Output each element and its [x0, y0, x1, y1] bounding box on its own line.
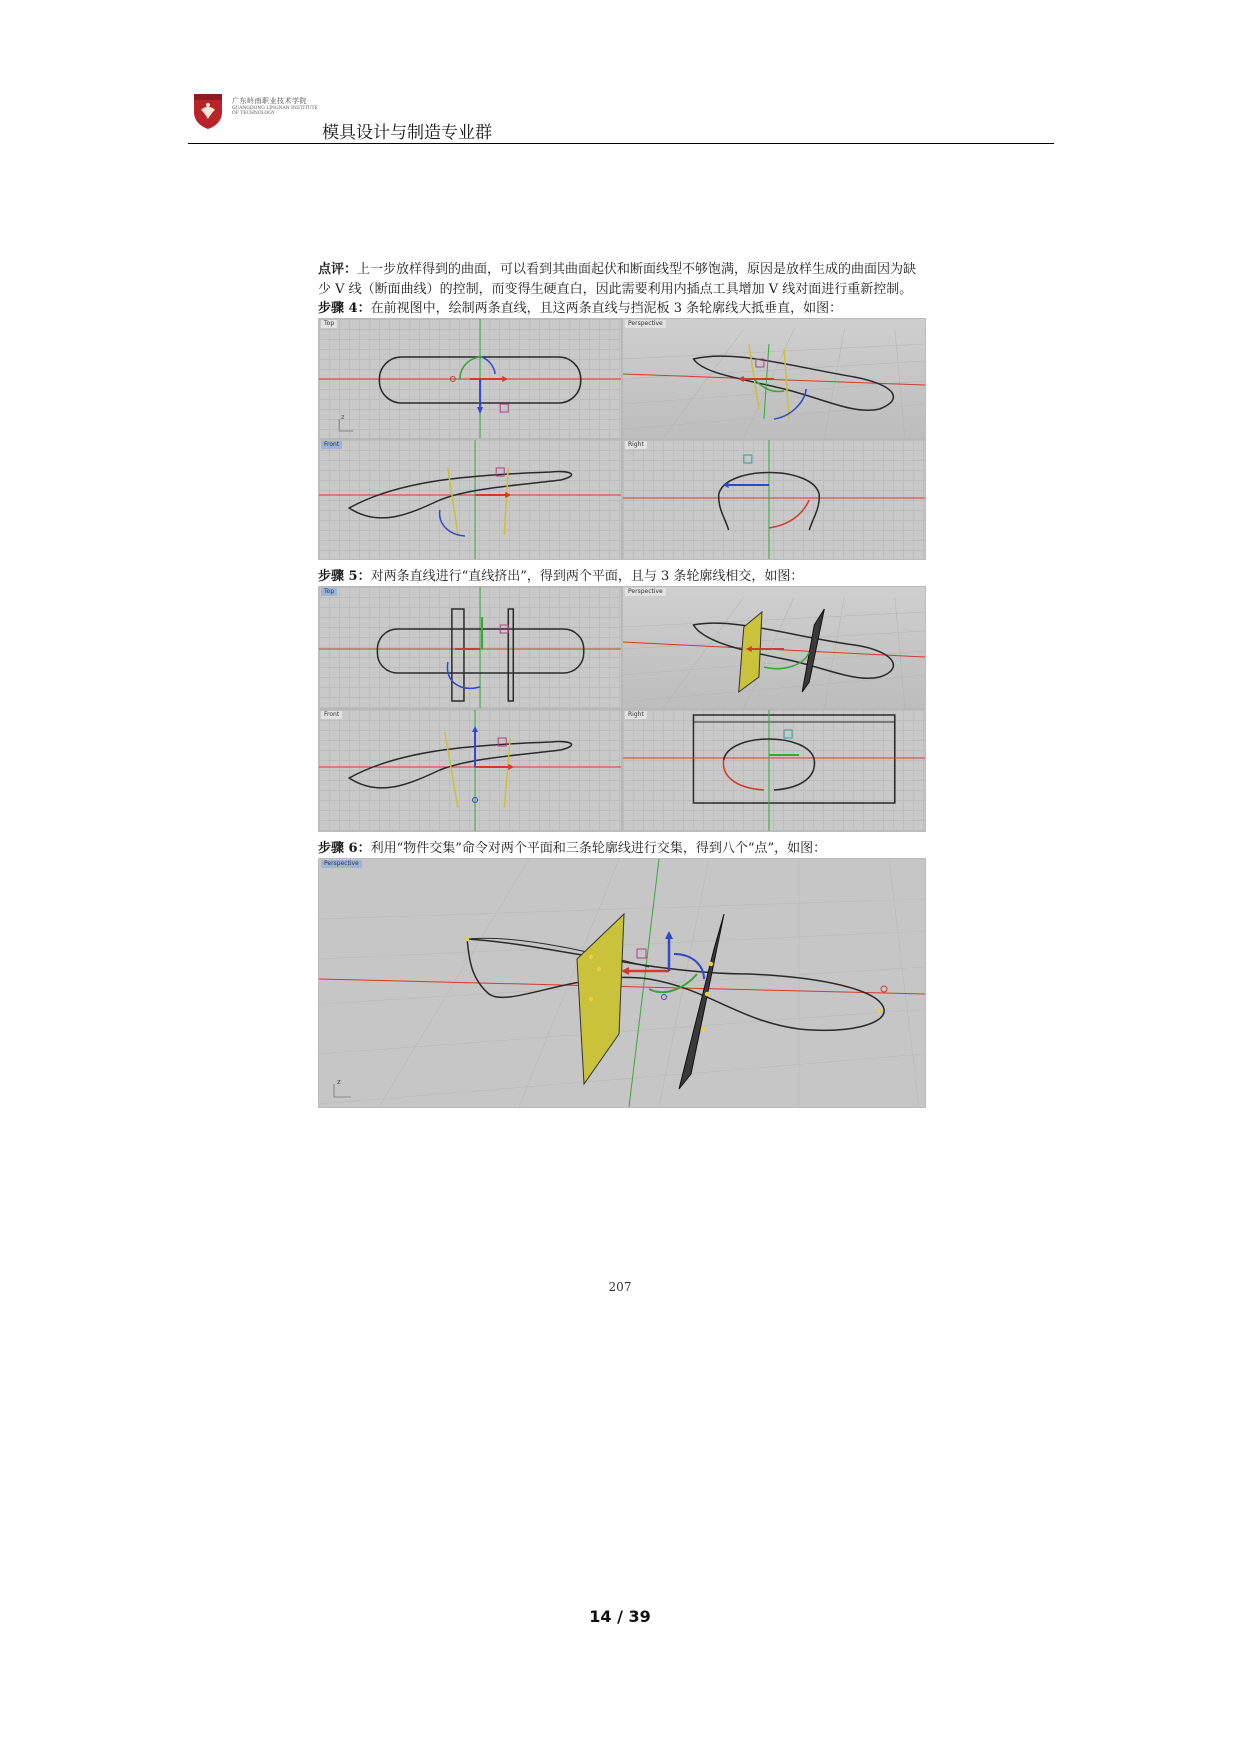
- step-6-text: 利用“物件交集”命令对两个平面和三条轮廓线进行交集，得到八个“点”，如图：: [370, 841, 827, 856]
- svg-text:z: z: [337, 1078, 341, 1086]
- right-view-drawing: [623, 440, 925, 559]
- viewport-label-perspective: Perspective: [321, 860, 362, 868]
- viewport-front: [319, 440, 621, 559]
- viewport-label-front: Front: [321, 441, 342, 449]
- viewport-top: [319, 319, 621, 438]
- svg-text:z: z: [341, 414, 345, 421]
- viewport-label-perspective: Perspective: [625, 588, 666, 596]
- viewport-perspective: [623, 319, 925, 438]
- viewport-label-front: Front: [321, 711, 342, 719]
- school-name-cn: 广东岭南职业技术学院: [232, 97, 307, 105]
- step-4-label: 步骤 4：: [318, 301, 371, 316]
- viewport-label-right: Right: [625, 711, 647, 719]
- comment-label: 点评：: [318, 262, 358, 277]
- viewport-front: [319, 710, 621, 831]
- right-view-drawing: [623, 710, 925, 831]
- comment-paragraph: [318, 260, 924, 299]
- figure-step-5: [318, 586, 926, 832]
- viewport-label-top: Top: [321, 320, 337, 328]
- top-view-drawing: [319, 587, 621, 708]
- step-5-caption: [318, 567, 924, 586]
- front-view-drawing: [319, 440, 621, 559]
- figure-step-4: [318, 318, 926, 560]
- page-header: [188, 86, 1054, 146]
- viewport-right: [623, 710, 925, 831]
- front-view-drawing: [319, 710, 621, 831]
- header-divider: [188, 143, 1054, 144]
- perspective-view-drawing: [319, 859, 925, 1107]
- top-view-drawing: [319, 319, 621, 438]
- viewport-right: [623, 440, 925, 559]
- comment-text: 上一步放样得到的曲面，可以看到其曲面起伏和断面线型不够饱满，原因是放样生成的曲面因为缺少 V 线（断面曲线）的控制，而变得生硬直白，因此需要利用内插点工具增加 V 线对面进行重新控制。: [318, 262, 917, 297]
- school-logo: [192, 92, 224, 130]
- school-name-en: GUANGDONG LINGNAN INSTITUTE OF TECHNOLOGY: [232, 106, 318, 116]
- step-4-text: 在前视图中，绘制两条直线，且这两条直线与挡泥板 3 条轮廓线大抵垂直，如图：: [370, 301, 843, 316]
- figure-step-6: [318, 858, 926, 1108]
- perspective-view-drawing: [623, 319, 925, 438]
- page-indicator: 14 / 39: [589, 1607, 651, 1626]
- viewport-label-perspective: Perspective: [625, 320, 666, 328]
- viewport-label-top: Top: [321, 588, 337, 596]
- program-title: 模具设计与制造专业群: [322, 123, 492, 143]
- step-6-label: 步骤 6：: [318, 841, 371, 856]
- step-4-caption: [318, 299, 924, 318]
- viewport-top: [319, 587, 621, 708]
- step-5-text: 对两条直线进行“直线挤出”，得到两个平面，且与 3 条轮廓线相交，如图：: [370, 569, 804, 584]
- step-5-label: 步骤 5：: [318, 569, 371, 584]
- scanned-page-content: [318, 260, 924, 1108]
- scan-page-number: 207: [608, 1280, 632, 1294]
- step-6-caption: [318, 839, 924, 858]
- viewport-label-right: Right: [625, 441, 647, 449]
- viewport-perspective: [623, 587, 925, 708]
- perspective-view-drawing: [623, 587, 925, 708]
